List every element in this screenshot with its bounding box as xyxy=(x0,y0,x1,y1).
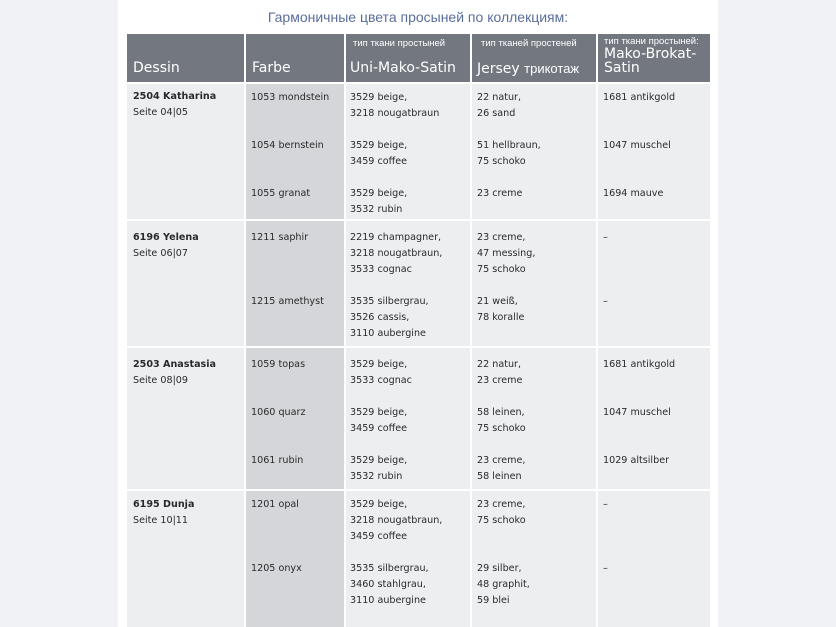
header-brokat xyxy=(598,34,710,82)
uni-value: 3218 nougatbraun, xyxy=(350,515,443,526)
farbe-cell xyxy=(251,357,305,373)
jersey-value: 26 sand xyxy=(477,108,516,119)
jersey-value: 75 schoko xyxy=(477,423,526,434)
uni-cell xyxy=(350,138,407,170)
header-uni-label: Uni-Mako-Satin xyxy=(350,60,456,76)
uni-value: 3532 rubin xyxy=(350,204,403,215)
jersey-value: 75 schoko xyxy=(477,515,526,526)
header-jersey-sub: тип тканей простеней xyxy=(481,38,577,49)
uni-value: 3218 nougatbraun, xyxy=(350,248,443,259)
uni-value: 3459 coffee xyxy=(350,423,408,434)
uni-value: 3533 cognac xyxy=(350,264,412,275)
brokat-value: 1029 altsilber xyxy=(603,455,670,466)
dessin-page: Seite 10|11 xyxy=(133,515,189,526)
header-brokat-line2: Satin xyxy=(604,60,640,76)
jersey-value: 59 blei xyxy=(477,595,510,606)
uni-value: 2219 champagner, xyxy=(350,232,442,243)
page-title: Гармоничные цвета просыней по коллекциям: xyxy=(267,9,569,25)
farbe-value: 1205 onyx xyxy=(251,563,302,574)
jersey-value: 58 leinen, xyxy=(477,407,525,418)
jersey-cell xyxy=(477,453,525,485)
dessin-cell xyxy=(133,357,216,389)
farbe-cell xyxy=(251,561,302,577)
dessin-name: 2504 Katharina xyxy=(133,91,217,102)
dessin-page: Seite 08|09 xyxy=(133,375,189,386)
uni-value: 3533 cognac xyxy=(350,375,412,386)
jersey-value: 51 hellbraun, xyxy=(477,140,541,151)
farbe-cell xyxy=(251,138,324,154)
header-uni xyxy=(346,34,470,82)
jersey-value: 23 creme, xyxy=(477,232,526,243)
uni-value: 3529 beige, xyxy=(350,140,408,151)
header-brokat-sub: тип ткани простыней: xyxy=(604,36,699,47)
brokat-value: 1047 muschel xyxy=(603,407,671,418)
farbe-cell xyxy=(251,405,306,421)
farbe-value: 1211 saphir xyxy=(251,232,309,243)
group-divider xyxy=(127,219,710,221)
dessin-name: 6196 Yelena xyxy=(133,232,199,243)
farbe-value: 1055 granat xyxy=(251,188,311,199)
brokat-value: 1047 muschel xyxy=(603,140,671,151)
header-jersey-label xyxy=(477,61,579,77)
farbe-value: 1215 amethyst xyxy=(251,296,324,307)
uni-cell xyxy=(350,230,442,278)
uni-value: 3110 aubergine xyxy=(350,595,426,606)
dessin-page: Seite 06|07 xyxy=(133,248,189,259)
farbe-cell xyxy=(251,294,324,310)
dessin-cell xyxy=(133,497,194,529)
uni-cell xyxy=(350,357,412,389)
jersey-value: 21 weiß, xyxy=(477,296,518,307)
uni-value: 3459 coffee xyxy=(350,156,408,167)
brokat-value: – xyxy=(603,563,608,574)
column-farbe-bg xyxy=(246,84,344,627)
dessin-page: Seite 04|05 xyxy=(133,107,189,118)
jersey-cell xyxy=(477,294,524,326)
farbe-value: 1060 quarz xyxy=(251,407,306,418)
farbe-value: 1054 bernstein xyxy=(251,140,324,151)
jersey-value: 22 natur, xyxy=(477,359,522,370)
jersey-value: 58 leinen xyxy=(477,471,522,482)
uni-cell xyxy=(350,90,439,122)
group-divider xyxy=(127,346,710,348)
jersey-cell xyxy=(477,497,526,529)
jersey-value: 75 schoko xyxy=(477,264,526,275)
dessin-cell xyxy=(133,89,216,121)
uni-cell xyxy=(350,186,407,218)
uni-value: 3535 silbergrau, xyxy=(350,563,429,574)
header-dessin-label: Dessin xyxy=(133,60,180,76)
header-jersey xyxy=(472,34,596,82)
farbe-value: 1059 topas xyxy=(251,359,306,370)
jersey-value: 78 koralle xyxy=(477,312,525,323)
uni-value: 3529 beige, xyxy=(350,407,408,418)
jersey-cell xyxy=(477,138,541,170)
farbe-cell xyxy=(251,230,308,246)
jersey-cell xyxy=(477,357,522,389)
column-brokat-bg xyxy=(598,84,710,627)
uni-value: 3460 stahlgrau, xyxy=(350,579,426,590)
uni-value: 3535 silbergrau, xyxy=(350,296,429,307)
header-dessin xyxy=(127,34,244,82)
uni-cell xyxy=(350,453,407,485)
uni-value: 3110 aubergine xyxy=(350,328,426,339)
jersey-cell xyxy=(477,230,535,278)
brokat-cell xyxy=(603,230,608,246)
uni-value: 3459 coffee xyxy=(350,531,408,542)
brokat-cell xyxy=(603,453,669,469)
brokat-value: – xyxy=(603,499,608,510)
brokat-cell xyxy=(603,497,608,513)
uni-cell xyxy=(350,294,429,342)
uni-cell xyxy=(350,405,407,437)
uni-cell xyxy=(350,561,429,609)
brokat-cell xyxy=(603,561,608,577)
farbe-value: 1201 opal xyxy=(251,499,299,510)
farbe-cell xyxy=(251,90,329,106)
brokat-cell xyxy=(603,357,675,373)
uni-value: 3532 rubin xyxy=(350,471,403,482)
jersey-value: 23 creme xyxy=(477,375,523,386)
brokat-cell xyxy=(603,90,675,106)
brokat-value: 1681 antikgold xyxy=(603,359,676,370)
dessin-cell xyxy=(133,230,199,262)
uni-cell xyxy=(350,497,442,545)
brokat-cell xyxy=(603,186,663,202)
header-farbe xyxy=(246,34,344,82)
uni-value: 3529 beige, xyxy=(350,92,408,103)
brokat-value: – xyxy=(603,232,608,243)
farbe-value: 1061 rubin xyxy=(251,455,304,466)
header-brokat-line1: Mako-Brokat- xyxy=(604,46,697,62)
brokat-value: 1694 mauve xyxy=(603,188,664,199)
jersey-value: 23 creme, xyxy=(477,455,526,466)
brokat-cell xyxy=(603,138,671,154)
farbe-cell xyxy=(251,186,310,202)
brokat-cell xyxy=(603,294,608,310)
uni-value: 3529 beige, xyxy=(350,499,408,510)
farbe-cell xyxy=(251,497,299,513)
header-jersey-main: Jersey xyxy=(477,61,520,77)
jersey-value: 23 creme, xyxy=(477,499,526,510)
brokat-cell xyxy=(603,405,671,421)
uni-value: 3529 beige, xyxy=(350,188,408,199)
jersey-cell xyxy=(477,561,530,609)
jersey-value: 75 schoko xyxy=(477,156,526,167)
farbe-cell xyxy=(251,453,303,469)
header-jersey-suffix: трикотаж xyxy=(524,61,580,76)
jersey-value: 22 natur, xyxy=(477,92,522,103)
dessin-name: 6195 Dunja xyxy=(133,499,195,510)
jersey-value: 48 graphit, xyxy=(477,579,530,590)
jersey-value: 23 creme xyxy=(477,188,523,199)
uni-value: 3526 cassis, xyxy=(350,312,410,323)
column-dessin-bg xyxy=(127,84,244,627)
uni-value: 3218 nougatbraun xyxy=(350,108,440,119)
dessin-name: 2503 Anastasia xyxy=(133,359,217,370)
group-divider xyxy=(127,489,710,491)
jersey-cell xyxy=(477,405,526,437)
jersey-value: 29 silber, xyxy=(477,563,522,574)
jersey-cell xyxy=(477,186,522,202)
brokat-value: 1681 antikgold xyxy=(603,92,676,103)
uni-value: 3529 beige, xyxy=(350,359,408,370)
header-uni-sub: тип ткани простыней xyxy=(353,38,446,49)
farbe-value: 1053 mondstein xyxy=(251,92,330,103)
uni-value: 3529 beige, xyxy=(350,455,408,466)
brokat-value: – xyxy=(603,296,608,307)
header-farbe-label: Farbe xyxy=(252,60,291,76)
jersey-cell xyxy=(477,90,521,122)
jersey-value: 47 messing, xyxy=(477,248,536,259)
